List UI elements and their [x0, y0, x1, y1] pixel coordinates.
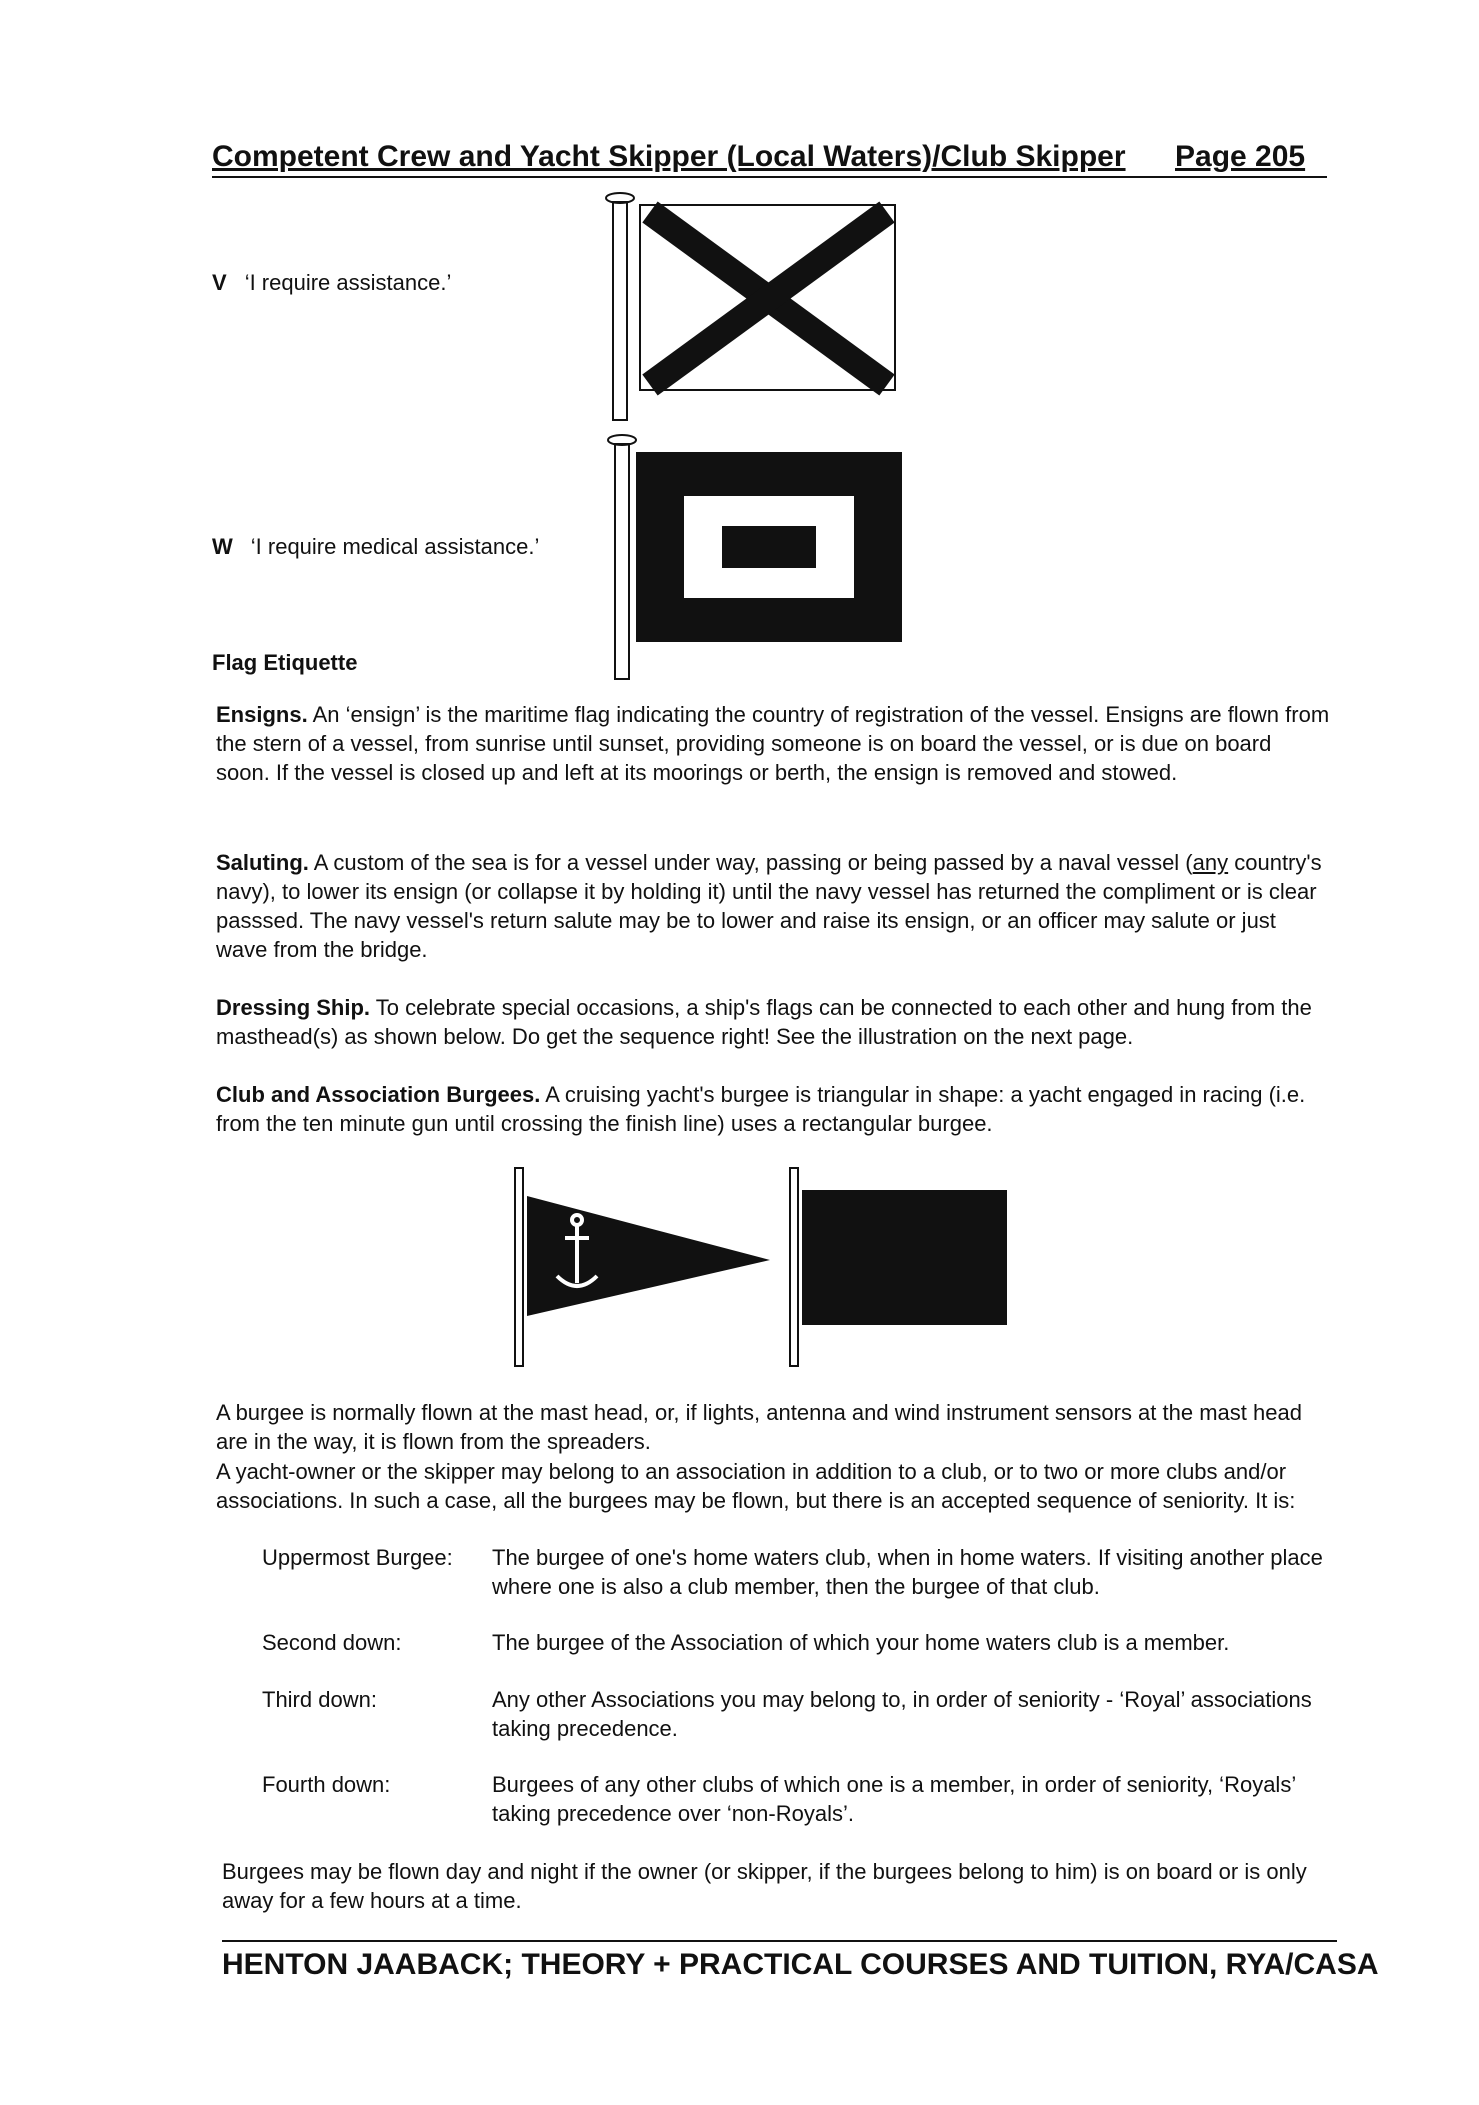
- paragraph-saluting: [216, 848, 1331, 964]
- paragraph-dressing-ship: [216, 993, 1331, 1051]
- paragraph-closing: Burgees may be flown day and night if the owner (or skipper, if the burgees belong to him) is on board or is only away for a few hours at a time.: [222, 1859, 1307, 1913]
- flag-v-meaning: ‘I require assistance.’: [244, 270, 452, 295]
- sequence-term-4: Fourth down:: [262, 1772, 391, 1797]
- ensigns-text: An ‘ensign’ is the maritime flag indicating the country of registration of the vessel. Ensigns are flown from the stern of a vessel, from sunrise until sunset, providing someone is on board the vessel, or is due on board soon. If the vessel is closed up and left at its moorings or berth, the ensign is removed and stowed.: [216, 702, 1330, 785]
- flag-w-letter: W: [212, 534, 233, 559]
- flag-w-meaning: ‘I require medical assistance.’: [250, 534, 540, 559]
- sequence-desc-2: The burgee of the Association of which your home waters club is a member.: [492, 1630, 1230, 1655]
- paragraph-masthead: A burgee is normally flown at the mast head, or, if lights, antenna and wind instrument sensors at the mast head are in the way, it is flown from the spreaders.: [216, 1400, 1302, 1454]
- sequence-term-3: Third down:: [262, 1687, 377, 1712]
- paragraph-ensigns: [216, 700, 1331, 787]
- flag-w-icon: [600, 432, 910, 682]
- footer-rule: [222, 1940, 1337, 1942]
- burgees-lead: Club and Association Burgees.: [216, 1082, 541, 1107]
- ensigns-lead: Ensigns.: [216, 702, 308, 727]
- flag-v-letter: V: [212, 270, 227, 295]
- section-title: Flag Etiquette: [212, 650, 358, 675]
- dressing-text: To celebrate special occasions, a ship's flags can be connected to each other and hung from the masthead(s) as shown below. Do get the sequence right! See the illustration on the next page.: [216, 995, 1312, 1049]
- rectangular-burgee-icon: [790, 1168, 1020, 1368]
- sequence-term-1: Uppermost Burgee:: [262, 1545, 453, 1570]
- page-footer: HENTON JAABACK; THEORY + PRACTICAL COURSES AND TUITION, RYA/CASA: [222, 1948, 1379, 1981]
- page-number: Page 205: [1175, 140, 1306, 173]
- triangular-burgee-icon: [515, 1168, 775, 1368]
- flag-w-caption: [212, 534, 539, 560]
- saluting-text-b: country's navy), to lower its ensign (or collapse it by holding it) until the navy vessel has returned the compliment or is clear passsed. The navy vessel's return salute may be to lower and raise its ensign, or an officer may salute or just wave from the bridge.: [216, 850, 1322, 962]
- paragraph-burgees: [216, 1080, 1331, 1138]
- sequence-desc-1: The burgee of one's home waters club, when in home waters. If visiting another place where one is also a club member, then the burgee of that club.: [492, 1545, 1323, 1599]
- flag-v-caption: [212, 270, 451, 296]
- paragraph-seniority: A yacht-owner or the skipper may belong to an association in addition to a club, or to two or more clubs and/or associations. In such a case, all the burgees may be flown, but there is an accepted sequence of seniority. It is:: [216, 1459, 1296, 1513]
- dressing-lead: Dressing Ship.: [216, 995, 371, 1020]
- sequence-term-2: Second down:: [262, 1630, 402, 1655]
- flag-v-icon: [600, 190, 900, 425]
- header-rule: [212, 176, 1327, 178]
- sequence-desc-4: Burgees of any other clubs of which one is a member, in order of seniority, ‘Royals’ taking precedence over ‘non-Royals’.: [492, 1772, 1296, 1826]
- saluting-text-a: A custom of the sea is for a vessel under way, passing or being passed by a naval vessel (: [313, 850, 1193, 875]
- saluting-lead: Saluting.: [216, 850, 309, 875]
- burgees-text: A cruising yacht's burgee is triangular in shape: a yacht engaged in racing (i.e. from the ten minute gun until crossing the finish line) uses a rectangular burgee.: [216, 1082, 1306, 1136]
- saluting-underlined: any: [1192, 850, 1229, 875]
- page-header-title: Competent Crew and Yacht Skipper (Local Waters)/Club Skipper: [212, 140, 1126, 173]
- sequence-desc-3: Any other Associations you may belong to, in order of seniority - ‘Royal’ associations taking precedence.: [492, 1687, 1312, 1741]
